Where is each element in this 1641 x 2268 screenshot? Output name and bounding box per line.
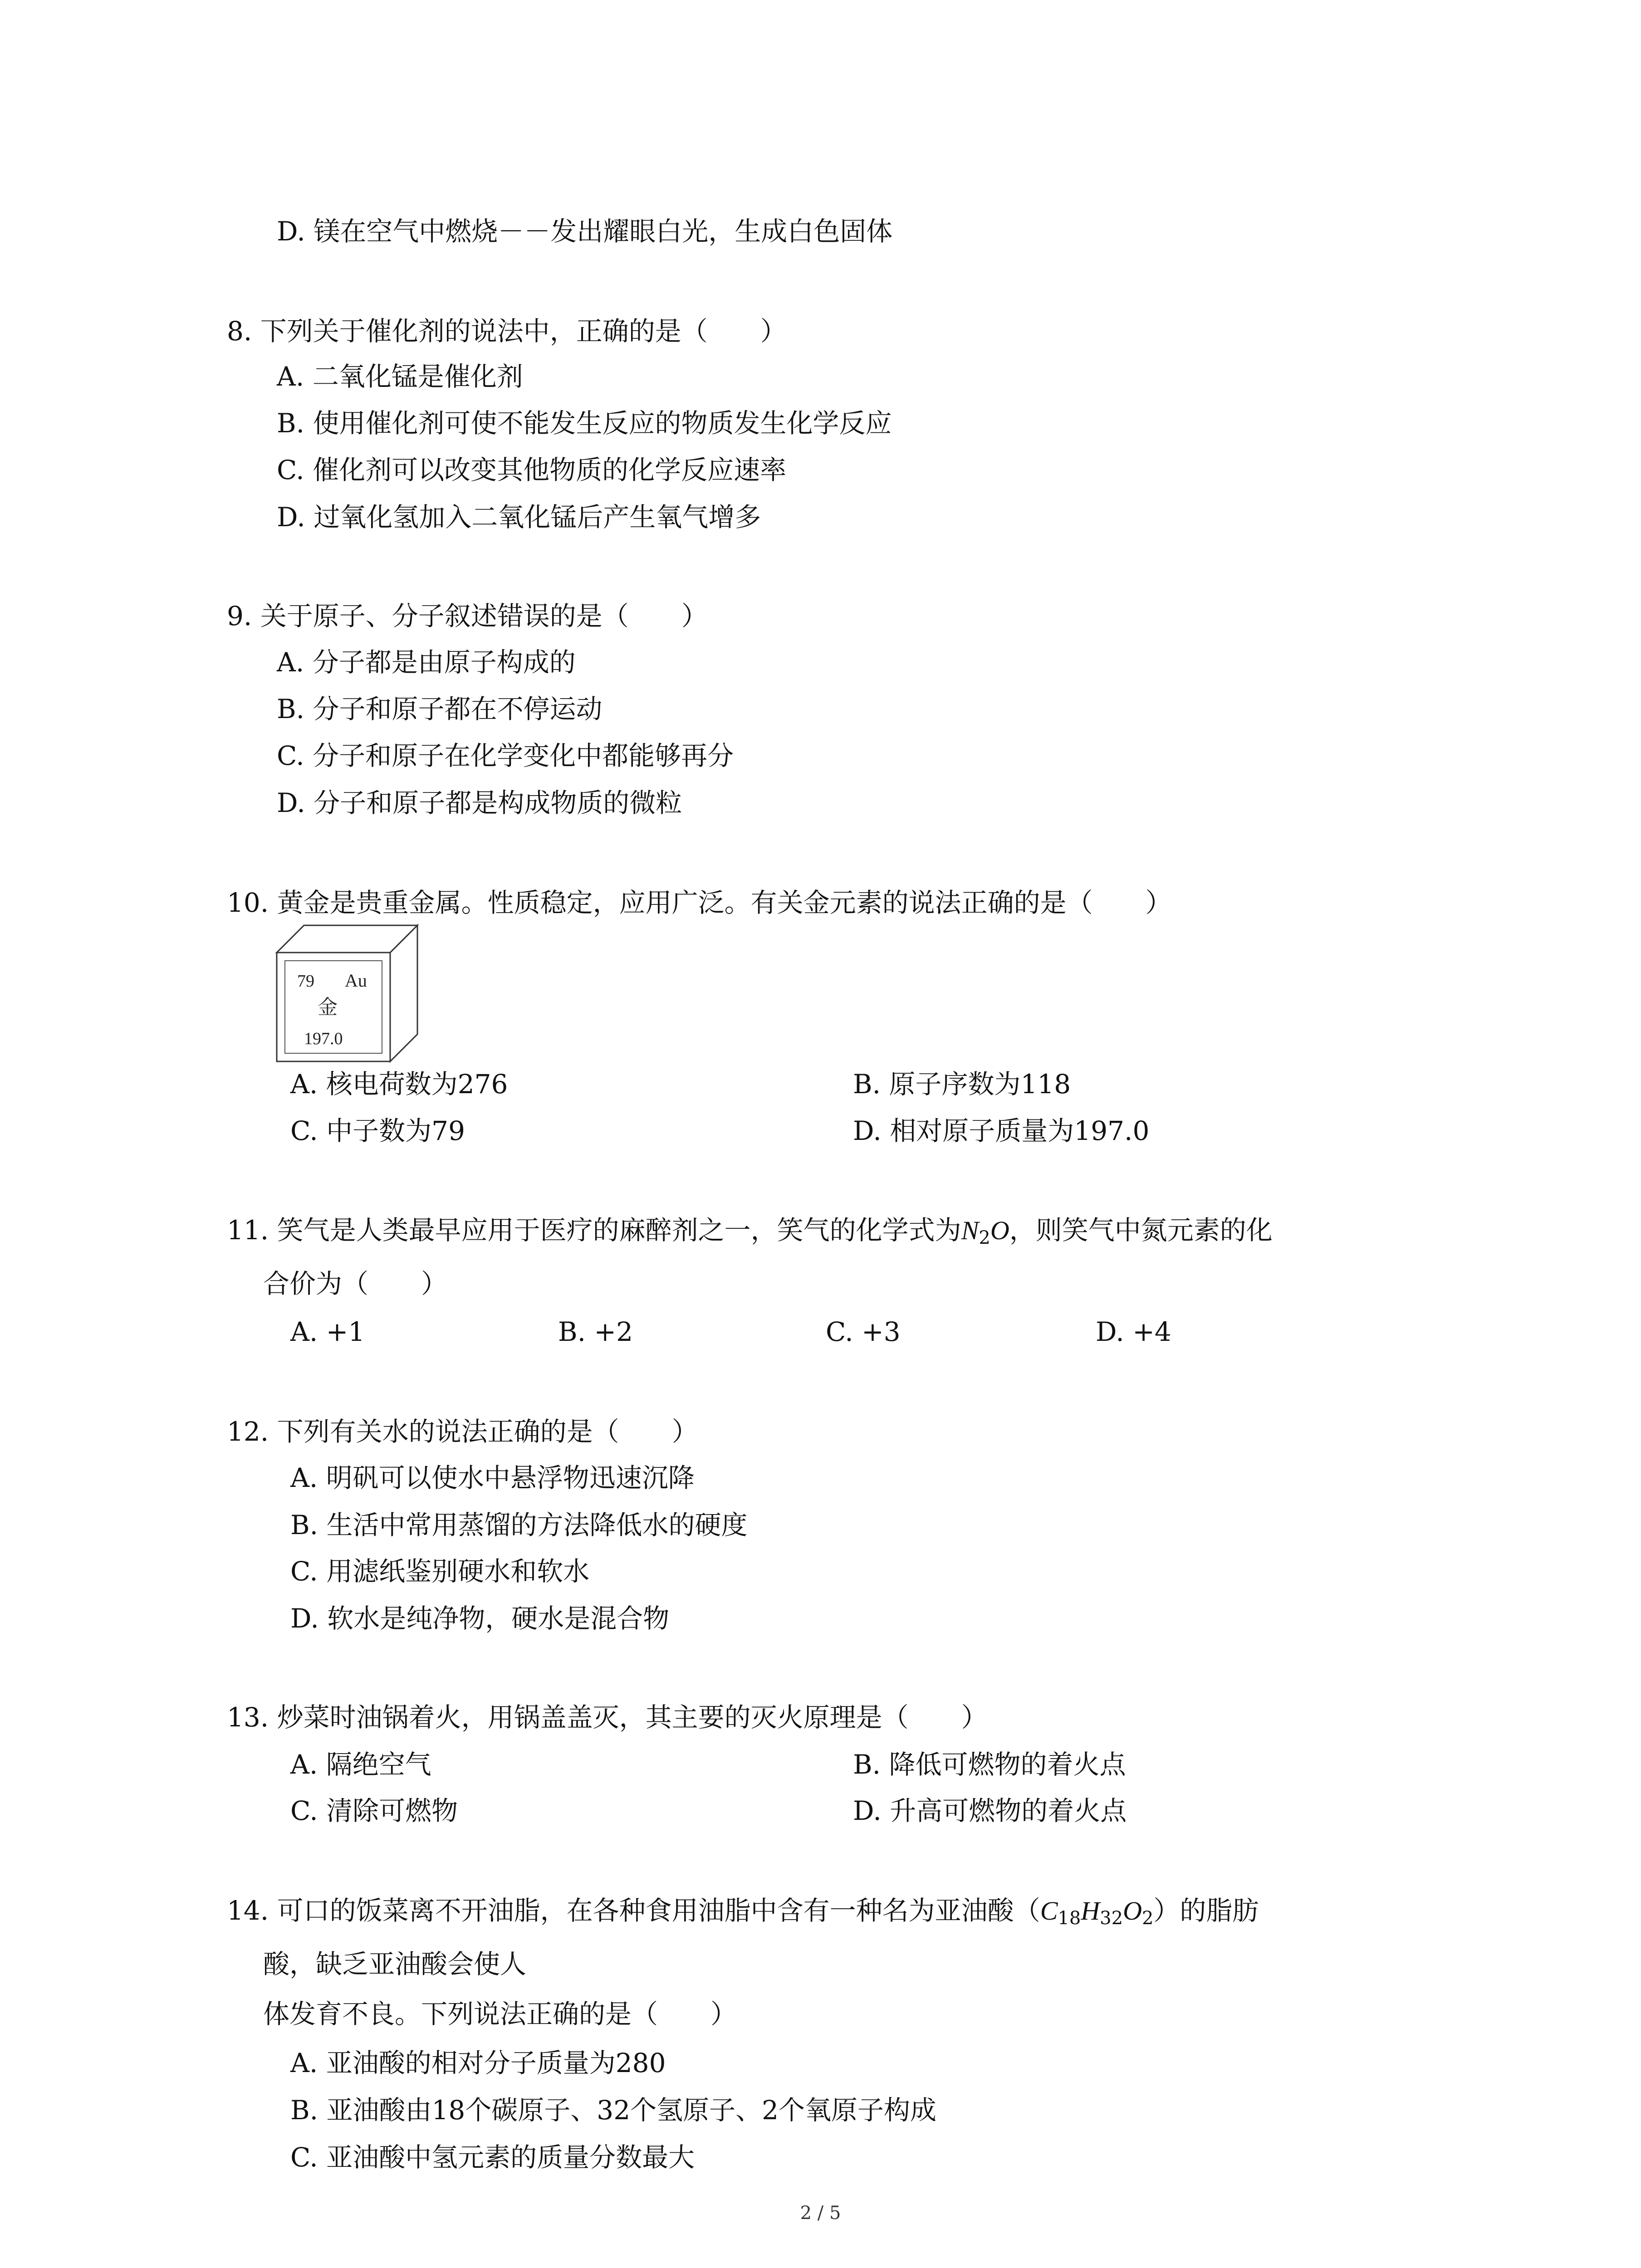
atomic-mass: 197.0 bbox=[304, 1029, 343, 1048]
q11-option-c: C. +3 bbox=[826, 1316, 901, 1347]
q14-stem-line2: 酸，缺乏亚油酸会使人 bbox=[263, 1949, 527, 1980]
q11-option-b: B. +2 bbox=[558, 1316, 633, 1347]
q14-stem bbox=[227, 1892, 1259, 1936]
q10-option-c: C. 中子数为79 bbox=[290, 1115, 465, 1146]
q12-option-d: D. 软水是纯净物，硬水是混合物 bbox=[290, 1603, 670, 1634]
q13-option-a: A. 隔绝空气 bbox=[290, 1749, 431, 1780]
q13-option-d: D. 升高可燃物的着火点 bbox=[853, 1795, 1127, 1826]
element-symbol: Au bbox=[345, 970, 367, 991]
q14-stem-line3: 体发育不良。下列说法正确的是（ ） bbox=[263, 1999, 737, 2029]
formula-n-subscript: 2 bbox=[979, 1227, 990, 1248]
q12-stem: 12. 下列有关水的说法正确的是（ ） bbox=[227, 1416, 698, 1447]
formula-h: H bbox=[1081, 1896, 1100, 1926]
q8-option-b: B. 使用催化剂可使不能发生反应的物质发生化学反应 bbox=[277, 408, 892, 439]
formula-c: C bbox=[1040, 1896, 1058, 1926]
q11-stem bbox=[227, 1212, 1273, 1256]
q14-stem-text: 14. 可口的饭菜离不开油脂，在各种食用油脂中含有一种名为亚油酸（ bbox=[227, 1895, 1040, 1926]
q10-stem: 10. 黄金是贵重金属。性质稳定，应用广泛。有关金元素的说法正确的是（ ） bbox=[227, 887, 1172, 918]
q14-option-c: C. 亚油酸中氢元素的质量分数最大 bbox=[290, 2142, 695, 2173]
q7-option-d: D. 镁在空气中燃烧－－发出耀眼白光，生成白色固体 bbox=[277, 216, 893, 247]
element-name: 金 bbox=[318, 996, 338, 1019]
q8-option-d: D. 过氧化氢加入二氧化锰后产生氧气增多 bbox=[277, 502, 761, 533]
q8-option-a: A. 二氧化锰是催化剂 bbox=[277, 361, 523, 392]
q9-option-d: D. 分子和原子都是构成物质的微粒 bbox=[277, 787, 682, 818]
q14-option-a: A. 亚油酸的相对分子质量为280 bbox=[290, 2048, 666, 2078]
q9-option-c: C. 分子和原子在化学变化中都能够再分 bbox=[277, 740, 734, 771]
element-cell-figure bbox=[272, 921, 422, 1066]
q12-option-c: C. 用滤纸鉴别硬水和软水 bbox=[290, 1556, 590, 1587]
q11-option-d: D. +4 bbox=[1096, 1316, 1171, 1347]
q8-stem: 8. 下列关于催化剂的说法中，正确的是（ ） bbox=[227, 316, 787, 347]
q9-option-a: A. 分子都是由原子构成的 bbox=[277, 647, 576, 678]
q11-stem-text: 11. 笑气是人类最早应用于医疗的麻醉剂之一，笑气的化学式为 bbox=[227, 1215, 961, 1246]
formula-h-subscript: 32 bbox=[1100, 1908, 1123, 1929]
q13-option-b: B. 降低可燃物的着火点 bbox=[853, 1749, 1126, 1780]
q10-option-b: B. 原子序数为118 bbox=[853, 1069, 1071, 1100]
formula-o: O bbox=[1123, 1896, 1142, 1926]
q10-option-a: A. 核电荷数为276 bbox=[290, 1069, 508, 1100]
formula-o: O bbox=[990, 1216, 1009, 1245]
q10-option-d: D. 相对原子质量为197.0 bbox=[853, 1115, 1150, 1146]
q11-stem-text-after: ，则笑气中氮元素的化 bbox=[1009, 1215, 1273, 1246]
q13-stem: 13. 炒菜时油锅着火，用锅盖盖灭，其主要的灭火原理是（ ） bbox=[227, 1702, 988, 1733]
q13-option-c: C. 清除可燃物 bbox=[290, 1795, 458, 1826]
q12-option-a: A. 明矾可以使水中悬浮物迅速沉降 bbox=[290, 1462, 695, 1493]
formula-o-subscript: 2 bbox=[1141, 1908, 1154, 1929]
q11-option-a: A. +1 bbox=[290, 1316, 365, 1347]
q14-stem-text-after: ）的脂肪 bbox=[1153, 1895, 1259, 1926]
q8-option-c: C. 催化剂可以改变其他物质的化学反应速率 bbox=[277, 455, 787, 485]
page-number: 2 / 5 bbox=[800, 2203, 841, 2224]
q12-option-b: B. 生活中常用蒸馏的方法降低水的硬度 bbox=[290, 1510, 748, 1540]
atomic-number: 79 bbox=[297, 972, 314, 991]
q14-option-b: B. 亚油酸由18个碳原子、32个氢原子、2个氧原子构成 bbox=[290, 2095, 937, 2126]
q9-option-b: B. 分子和原子都在不停运动 bbox=[277, 694, 603, 724]
q9-stem: 9. 关于原子、分子叙述错误的是（ ） bbox=[227, 601, 708, 631]
q11-stem-line2: 合价为（ ） bbox=[263, 1268, 448, 1299]
formula-c-subscript: 18 bbox=[1058, 1908, 1081, 1929]
formula-n: N bbox=[961, 1216, 979, 1245]
